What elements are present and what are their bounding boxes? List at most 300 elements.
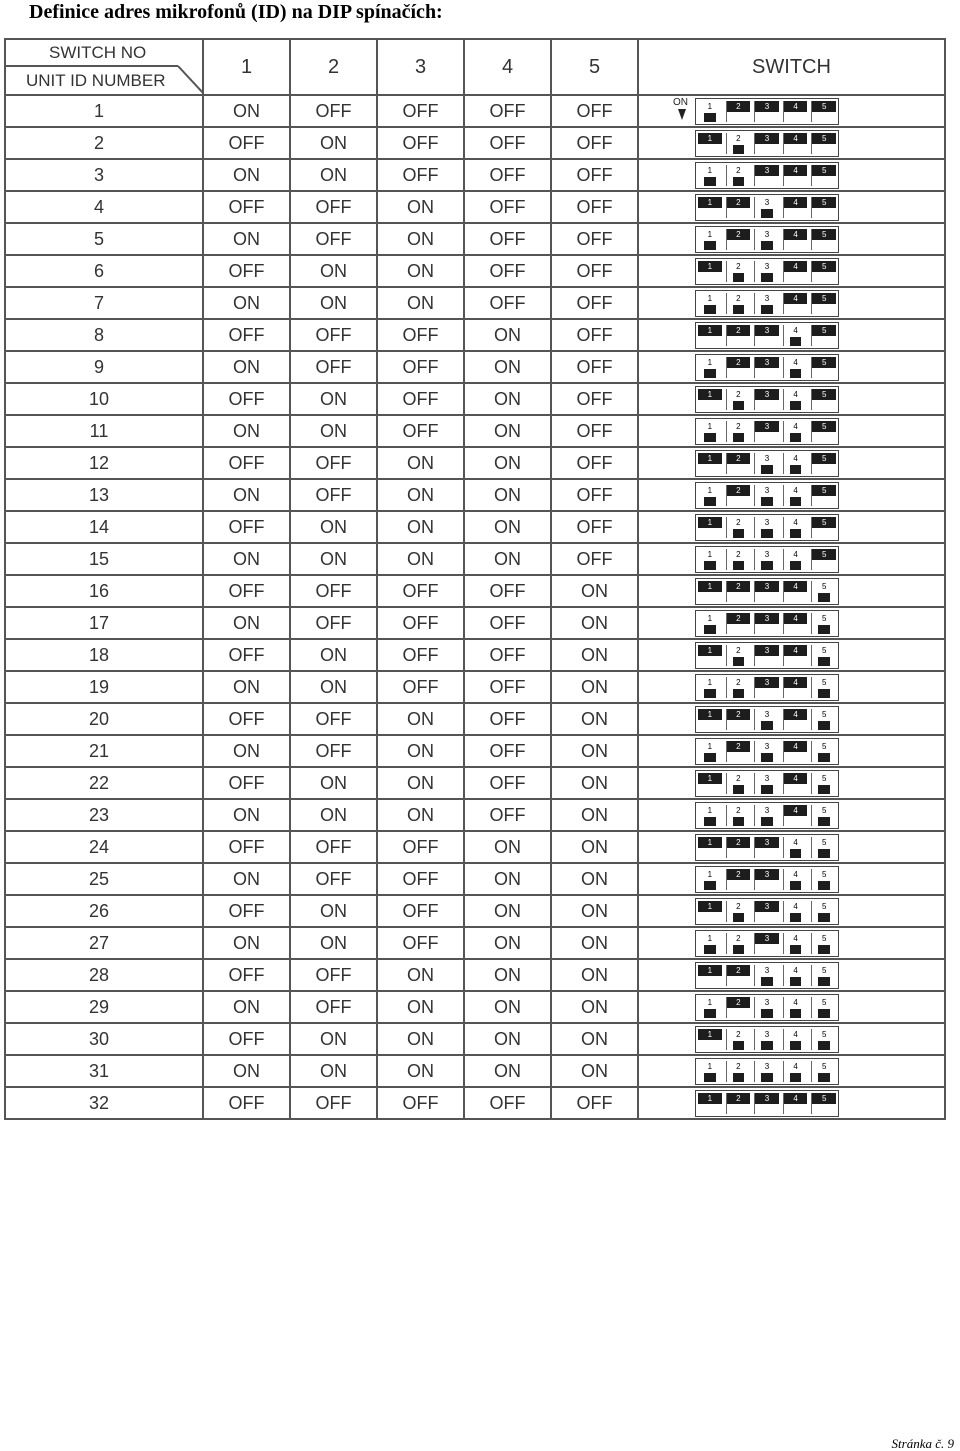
dip-switch-number: 5 bbox=[812, 517, 836, 528]
switch-state-cell: ON bbox=[203, 799, 290, 831]
dip-switch-knob bbox=[818, 1041, 830, 1050]
dip-switch-slot bbox=[754, 709, 779, 730]
dip-switch-knob bbox=[818, 753, 830, 762]
switch-state-cell: OFF bbox=[203, 191, 290, 223]
dip-switch-knob bbox=[761, 721, 773, 730]
dip-switch-number: 3 bbox=[755, 581, 779, 592]
dip-switch-slot bbox=[726, 837, 751, 858]
dip-switch-number: 3 bbox=[755, 837, 779, 848]
dip-switch-slot bbox=[783, 677, 808, 698]
dip-switch-number: 3 bbox=[764, 998, 770, 1007]
switch-state-cell: ON bbox=[464, 447, 551, 479]
dip-switch-slot bbox=[726, 997, 751, 1018]
dip-switch-number: 2 bbox=[727, 485, 751, 496]
table-row bbox=[5, 607, 945, 639]
dip-switch-icon bbox=[695, 642, 839, 669]
dip-switch-number: 4 bbox=[784, 581, 808, 592]
dip-switch-number: 4 bbox=[793, 326, 798, 335]
dip-switch-number: 2 bbox=[727, 357, 751, 368]
dip-switch-knob bbox=[761, 753, 773, 762]
dip-switch-icon bbox=[695, 1058, 839, 1085]
dip-switch-number: 4 bbox=[784, 133, 808, 144]
dip-switch-number: 3 bbox=[764, 230, 770, 239]
dip-switch-number: 3 bbox=[764, 1030, 770, 1039]
dip-switch-number: 4 bbox=[784, 741, 808, 752]
dip-switch-knob bbox=[733, 305, 745, 314]
dip-switch-icon bbox=[695, 610, 839, 637]
dip-switch-slot bbox=[811, 549, 836, 570]
dip-switch-diagram-cell bbox=[638, 95, 945, 127]
dip-switch-slot bbox=[783, 101, 808, 122]
dip-switch-number: 2 bbox=[727, 741, 751, 752]
switch-state-cell: OFF bbox=[551, 351, 638, 383]
dip-switch-slot bbox=[754, 325, 779, 346]
dip-switch-icon bbox=[695, 802, 839, 829]
dip-switch-number: 3 bbox=[755, 869, 779, 880]
switch-state-cell: OFF bbox=[377, 159, 464, 191]
dip-switch-diagram-cell bbox=[638, 1055, 945, 1087]
dip-switch-slot bbox=[726, 549, 751, 570]
dip-switch-icon bbox=[695, 514, 839, 541]
dip-switch-number: 3 bbox=[764, 550, 770, 559]
dip-switch-slot bbox=[698, 261, 722, 282]
dip-switch-slot bbox=[726, 389, 751, 410]
dip-switch-diagram-cell bbox=[638, 511, 945, 543]
table-row bbox=[5, 799, 945, 831]
dip-switch-icon bbox=[695, 1026, 839, 1053]
dip-switch-slot bbox=[811, 741, 836, 762]
dip-switch-slot bbox=[783, 389, 808, 410]
table-row bbox=[5, 927, 945, 959]
dip-switch-slot bbox=[783, 741, 808, 762]
dip-switch-icon bbox=[695, 98, 839, 125]
switch-state-cell: ON bbox=[551, 799, 638, 831]
dip-switch-slot bbox=[783, 581, 808, 602]
dip-switch-number: 5 bbox=[812, 453, 836, 464]
switch-state-cell: ON bbox=[377, 1055, 464, 1087]
switch-state-cell: ON bbox=[551, 959, 638, 991]
dip-switch-slot bbox=[811, 581, 836, 602]
dip-switch-slot bbox=[698, 1061, 722, 1082]
dip-switch-number: 3 bbox=[755, 357, 779, 368]
dip-switch-knob bbox=[818, 1073, 830, 1082]
dip-switch-slot bbox=[811, 933, 836, 954]
unit-id-cell bbox=[5, 351, 203, 383]
switch-state-cell: ON bbox=[203, 159, 290, 191]
dip-switch-diagram-cell bbox=[638, 991, 945, 1023]
switch-state-cell: OFF bbox=[290, 319, 377, 351]
dip-switch-knob bbox=[733, 785, 745, 794]
dip-switch-slot bbox=[783, 901, 808, 922]
dip-switch-slot bbox=[754, 389, 779, 410]
unit-id-cell bbox=[5, 831, 203, 863]
switch-state-cell: ON bbox=[290, 255, 377, 287]
switch-state-cell: ON bbox=[377, 543, 464, 575]
dip-switch-knob bbox=[818, 657, 830, 666]
switch-state-cell: ON bbox=[464, 1055, 551, 1087]
dip-switch-number: 5 bbox=[821, 646, 827, 655]
dip-switch-number: 5 bbox=[821, 1062, 827, 1071]
table-row bbox=[5, 95, 945, 127]
dip-switch-number: 4 bbox=[793, 1030, 798, 1039]
dip-switch-slot bbox=[754, 197, 779, 218]
dip-switch-knob bbox=[761, 529, 773, 538]
dip-switch-number: 4 bbox=[784, 677, 808, 688]
table-row bbox=[5, 863, 945, 895]
dip-switch-knob bbox=[704, 753, 716, 762]
switch-state-cell: OFF bbox=[551, 447, 638, 479]
switch-state-cell: ON bbox=[551, 895, 638, 927]
dip-switch-knob bbox=[704, 881, 716, 890]
dip-switch-number: 1 bbox=[698, 197, 722, 208]
unit-id-cell bbox=[5, 1055, 203, 1087]
dip-switch-slot bbox=[754, 997, 779, 1018]
switch-state-cell: ON bbox=[290, 287, 377, 319]
dip-switch-number: 5 bbox=[821, 998, 827, 1007]
dip-switch-number: 4 bbox=[793, 966, 798, 975]
dip-switch-slot bbox=[783, 517, 808, 538]
dip-switch-slot bbox=[698, 517, 722, 538]
dip-switch-knob bbox=[704, 113, 716, 122]
dip-switch-knob bbox=[733, 273, 745, 282]
table-row bbox=[5, 447, 945, 479]
dip-switch-number: 4 bbox=[784, 197, 808, 208]
dip-switch-slot bbox=[783, 261, 808, 282]
dip-switch-table bbox=[4, 38, 946, 1120]
dip-switch-icon bbox=[695, 290, 839, 317]
dip-switch-number: 2 bbox=[736, 1030, 741, 1039]
switch-state-cell: ON bbox=[203, 1055, 290, 1087]
unit-id-value: 16 bbox=[88, 580, 110, 601]
switch-state-cell: ON bbox=[551, 703, 638, 735]
dip-switch-number: 1 bbox=[698, 901, 722, 912]
dip-switch-slot bbox=[698, 613, 722, 634]
switch-state-cell: OFF bbox=[551, 159, 638, 191]
dip-switch-icon bbox=[695, 194, 839, 221]
switch-state-cell: OFF bbox=[377, 1087, 464, 1119]
table-row bbox=[5, 287, 945, 319]
dip-switch-icon bbox=[695, 930, 839, 957]
switch-state-cell: ON bbox=[377, 991, 464, 1023]
dip-switch-knob bbox=[704, 177, 716, 186]
switch-state-cell: OFF bbox=[290, 607, 377, 639]
dip-switch-number: 2 bbox=[727, 869, 751, 880]
dip-switch-number: 3 bbox=[764, 742, 770, 751]
dip-switch-number: 4 bbox=[784, 805, 808, 816]
dip-switch-diagram-cell bbox=[638, 831, 945, 863]
switch-state-cell: OFF bbox=[290, 191, 377, 223]
switch-state-cell: ON bbox=[377, 799, 464, 831]
switch-state-cell: ON bbox=[203, 671, 290, 703]
table-row bbox=[5, 543, 945, 575]
unit-id-value: 20 bbox=[88, 708, 110, 729]
unit-id-value: 23 bbox=[88, 804, 110, 825]
switch-state-cell: ON bbox=[551, 991, 638, 1023]
dip-switch-slot bbox=[726, 133, 751, 154]
dip-switch-number: 1 bbox=[698, 389, 722, 400]
switch-state-cell: OFF bbox=[551, 191, 638, 223]
switch-state-cell: OFF bbox=[551, 95, 638, 127]
switch-state-cell: OFF bbox=[203, 639, 290, 671]
switch-state-cell: ON bbox=[464, 415, 551, 447]
dip-switch-slot bbox=[754, 133, 779, 154]
table-row bbox=[5, 575, 945, 607]
dip-switch-slot bbox=[754, 645, 779, 666]
dip-switch-number: 5 bbox=[812, 165, 836, 176]
dip-switch-number: 2 bbox=[736, 646, 741, 655]
dip-switch-slot bbox=[726, 581, 751, 602]
dip-switch-number: 4 bbox=[784, 645, 808, 656]
dip-switch-icon bbox=[695, 226, 839, 253]
unit-id-cell bbox=[5, 287, 203, 319]
dip-switch-number: 4 bbox=[793, 870, 798, 879]
dip-switch-number: 3 bbox=[755, 389, 779, 400]
dip-switch-slot bbox=[754, 293, 779, 314]
dip-switch-slot bbox=[754, 773, 779, 794]
dip-switch-slot bbox=[811, 997, 836, 1018]
dip-switch-number: 1 bbox=[707, 678, 713, 687]
switch-state-cell: ON bbox=[290, 671, 377, 703]
dip-switch-knob bbox=[704, 625, 716, 634]
dip-switch-number: 3 bbox=[755, 613, 779, 624]
dip-switch-slot bbox=[726, 261, 751, 282]
dip-switch-number: 1 bbox=[698, 709, 722, 720]
dip-switch-number: 5 bbox=[812, 421, 836, 432]
dip-switch-number: 2 bbox=[736, 390, 741, 399]
unit-id-value: 24 bbox=[88, 836, 110, 857]
switch-state-cell: ON bbox=[290, 1023, 377, 1055]
dip-switch-slot bbox=[698, 581, 722, 602]
table-body bbox=[5, 95, 945, 1119]
switch-state-cell: ON bbox=[290, 767, 377, 799]
dip-switch-diagram-cell bbox=[638, 1087, 945, 1119]
unit-id-cell bbox=[5, 191, 203, 223]
dip-switch-number: 5 bbox=[821, 966, 827, 975]
dip-switch-knob bbox=[818, 785, 830, 794]
dip-switch-slot bbox=[811, 645, 836, 666]
dip-switch-number: 4 bbox=[793, 486, 798, 495]
unit-id-cell bbox=[5, 671, 203, 703]
dip-switch-number: 2 bbox=[727, 581, 751, 592]
dip-switch-knob bbox=[818, 625, 830, 634]
dip-switch-slot bbox=[754, 1093, 779, 1114]
dip-switch-diagram-cell bbox=[638, 767, 945, 799]
dip-switch-knob bbox=[761, 273, 773, 282]
table-row bbox=[5, 415, 945, 447]
dip-switch-slot bbox=[811, 421, 836, 442]
switch-state-cell: ON bbox=[551, 927, 638, 959]
dip-switch-knob bbox=[818, 689, 830, 698]
switch-state-cell: OFF bbox=[551, 479, 638, 511]
switch-state-cell: OFF bbox=[551, 127, 638, 159]
dip-switch-slot bbox=[811, 901, 836, 922]
switch-state-cell: ON bbox=[290, 383, 377, 415]
switch-number-header: 4 bbox=[464, 39, 551, 95]
table-row bbox=[5, 671, 945, 703]
dip-switch-knob bbox=[790, 913, 802, 922]
dip-switch-number: 5 bbox=[812, 229, 836, 240]
dip-switch-number: 4 bbox=[793, 454, 798, 463]
dip-switch-icon bbox=[695, 450, 839, 477]
dip-switch-slot bbox=[783, 869, 808, 890]
dip-switch-icon bbox=[695, 994, 839, 1021]
switch-state-cell: OFF bbox=[290, 703, 377, 735]
dip-switch-icon bbox=[695, 834, 839, 861]
dip-switch-number: 5 bbox=[821, 710, 827, 719]
dip-switch-slot bbox=[726, 165, 751, 186]
dip-switch-diagram-cell bbox=[638, 895, 945, 927]
dip-switch-slot bbox=[726, 1093, 751, 1114]
dip-switch-slot bbox=[754, 805, 779, 826]
unit-id-cell bbox=[5, 639, 203, 671]
switch-number-header: 1 bbox=[203, 39, 290, 95]
dip-switch-knob bbox=[790, 337, 802, 346]
switch-state-cell: ON bbox=[464, 991, 551, 1023]
unit-id-value: 17 bbox=[88, 612, 110, 633]
dip-switch-number: 4 bbox=[784, 165, 808, 176]
unit-id-value: 31 bbox=[88, 1060, 110, 1081]
unit-id-value: 30 bbox=[88, 1028, 110, 1049]
switch-state-cell: ON bbox=[551, 863, 638, 895]
dip-switch-number: 5 bbox=[812, 485, 836, 496]
dip-switch-number: 2 bbox=[736, 294, 741, 303]
switch-state-cell: OFF bbox=[551, 255, 638, 287]
dip-switch-number: 2 bbox=[736, 774, 741, 783]
switch-state-cell: OFF bbox=[551, 287, 638, 319]
dip-switch-knob bbox=[790, 497, 802, 506]
switch-state-cell: ON bbox=[464, 959, 551, 991]
dip-switch-slot bbox=[698, 421, 722, 442]
switch-state-cell: ON bbox=[551, 831, 638, 863]
dip-switch-knob bbox=[733, 945, 745, 954]
dip-switch-number: 2 bbox=[727, 837, 751, 848]
table-row bbox=[5, 191, 945, 223]
dip-switch-number: 1 bbox=[707, 230, 713, 239]
dip-switch-number: 4 bbox=[784, 1093, 808, 1104]
dip-switch-slot bbox=[698, 901, 722, 922]
dip-switch-number: 2 bbox=[727, 325, 751, 336]
table-row bbox=[5, 1023, 945, 1055]
dip-switch-diagram-cell bbox=[638, 383, 945, 415]
dip-switch-slot bbox=[783, 613, 808, 634]
switch-state-cell: OFF bbox=[377, 863, 464, 895]
dip-switch-number: 4 bbox=[793, 838, 798, 847]
dip-switch-slot bbox=[754, 229, 779, 250]
dip-switch-knob bbox=[790, 1073, 802, 1082]
dip-switch-icon bbox=[695, 674, 839, 701]
dip-switch-number: 2 bbox=[736, 806, 741, 815]
switch-state-cell: OFF bbox=[551, 543, 638, 575]
switch-state-cell: OFF bbox=[290, 863, 377, 895]
dip-switch-slot bbox=[783, 1061, 808, 1082]
dip-switch-slot bbox=[754, 869, 779, 890]
switch-state-cell: ON bbox=[464, 895, 551, 927]
switch-state-cell: ON bbox=[290, 511, 377, 543]
switch-state-cell: ON bbox=[377, 767, 464, 799]
dip-switch-number: 1 bbox=[698, 581, 722, 592]
unit-id-value: 1 bbox=[93, 100, 104, 121]
dip-switch-diagram-cell bbox=[638, 415, 945, 447]
dip-switch-knob bbox=[761, 1041, 773, 1050]
dip-switch-slot bbox=[726, 1029, 751, 1050]
dip-switch-knob bbox=[818, 721, 830, 730]
switch-number-header: 3 bbox=[377, 39, 464, 95]
page-heading: Definice adres mikrofonů (ID) na DIP spínačích: bbox=[29, 1, 443, 23]
dip-switch-slot bbox=[698, 197, 722, 218]
dip-switch-knob bbox=[818, 977, 830, 986]
dip-switch-slot bbox=[726, 933, 751, 954]
dip-switch-slot bbox=[726, 645, 751, 666]
switch-state-cell: OFF bbox=[203, 575, 290, 607]
unit-id-value: 32 bbox=[88, 1092, 110, 1113]
dip-switch-slot bbox=[726, 357, 751, 378]
unit-id-value: 11 bbox=[89, 420, 109, 441]
dip-switch-number: 3 bbox=[764, 966, 770, 975]
unit-id-cell bbox=[5, 607, 203, 639]
switch-state-cell: OFF bbox=[203, 383, 290, 415]
dip-switch-slot bbox=[754, 613, 779, 634]
dip-switch-number: 5 bbox=[821, 678, 827, 687]
dip-switch-slot bbox=[698, 453, 722, 474]
switch-state-cell: OFF bbox=[203, 831, 290, 863]
dip-switch-number: 4 bbox=[793, 390, 798, 399]
dip-switch-slot bbox=[783, 293, 808, 314]
dip-switch-slot bbox=[726, 325, 751, 346]
dip-switch-knob bbox=[790, 1009, 802, 1018]
dip-switch-number: 5 bbox=[821, 742, 827, 751]
unit-id-value: 10 bbox=[88, 388, 110, 409]
dip-switch-number: 2 bbox=[727, 453, 751, 464]
dip-switch-knob bbox=[704, 305, 716, 314]
dip-switch-number: 3 bbox=[755, 933, 779, 944]
table-row bbox=[5, 255, 945, 287]
dip-switch-number: 5 bbox=[821, 582, 827, 591]
dip-switch-diagram-cell bbox=[638, 607, 945, 639]
dip-switch-diagram-cell bbox=[638, 575, 945, 607]
down-arrow-icon bbox=[678, 109, 686, 120]
switch-number-header: 2 bbox=[290, 39, 377, 95]
dip-switch-number: 2 bbox=[727, 997, 751, 1008]
dip-switch-slot bbox=[726, 453, 751, 474]
table-row bbox=[5, 703, 945, 735]
dip-switch-knob bbox=[761, 497, 773, 506]
dip-switch-slot bbox=[783, 197, 808, 218]
dip-switch-slot bbox=[783, 997, 808, 1018]
switch-state-cell: ON bbox=[377, 511, 464, 543]
dip-switch-slot bbox=[754, 421, 779, 442]
dip-switch-number: 4 bbox=[784, 229, 808, 240]
unit-id-value: 4 bbox=[93, 196, 104, 217]
dip-switch-slot bbox=[698, 485, 722, 506]
switch-state-cell: OFF bbox=[290, 223, 377, 255]
dip-switch-slot bbox=[783, 325, 808, 346]
dip-switch-slot bbox=[726, 869, 751, 890]
dip-switch-number: 5 bbox=[812, 389, 836, 400]
dip-switch-slot bbox=[754, 485, 779, 506]
dip-switch-slot bbox=[698, 165, 722, 186]
dip-switch-slot bbox=[726, 1061, 751, 1082]
dip-switch-diagram-cell bbox=[638, 703, 945, 735]
dip-switch-knob bbox=[761, 785, 773, 794]
dip-switch-slot bbox=[754, 549, 779, 570]
dip-switch-number: 1 bbox=[707, 294, 713, 303]
switch-state-cell: OFF bbox=[290, 575, 377, 607]
switch-state-cell: OFF bbox=[464, 287, 551, 319]
unit-id-value: 18 bbox=[88, 644, 110, 665]
switch-state-cell: ON bbox=[290, 159, 377, 191]
dip-switch-number: 5 bbox=[821, 614, 827, 623]
dip-switch-diagram-cell bbox=[638, 319, 945, 351]
